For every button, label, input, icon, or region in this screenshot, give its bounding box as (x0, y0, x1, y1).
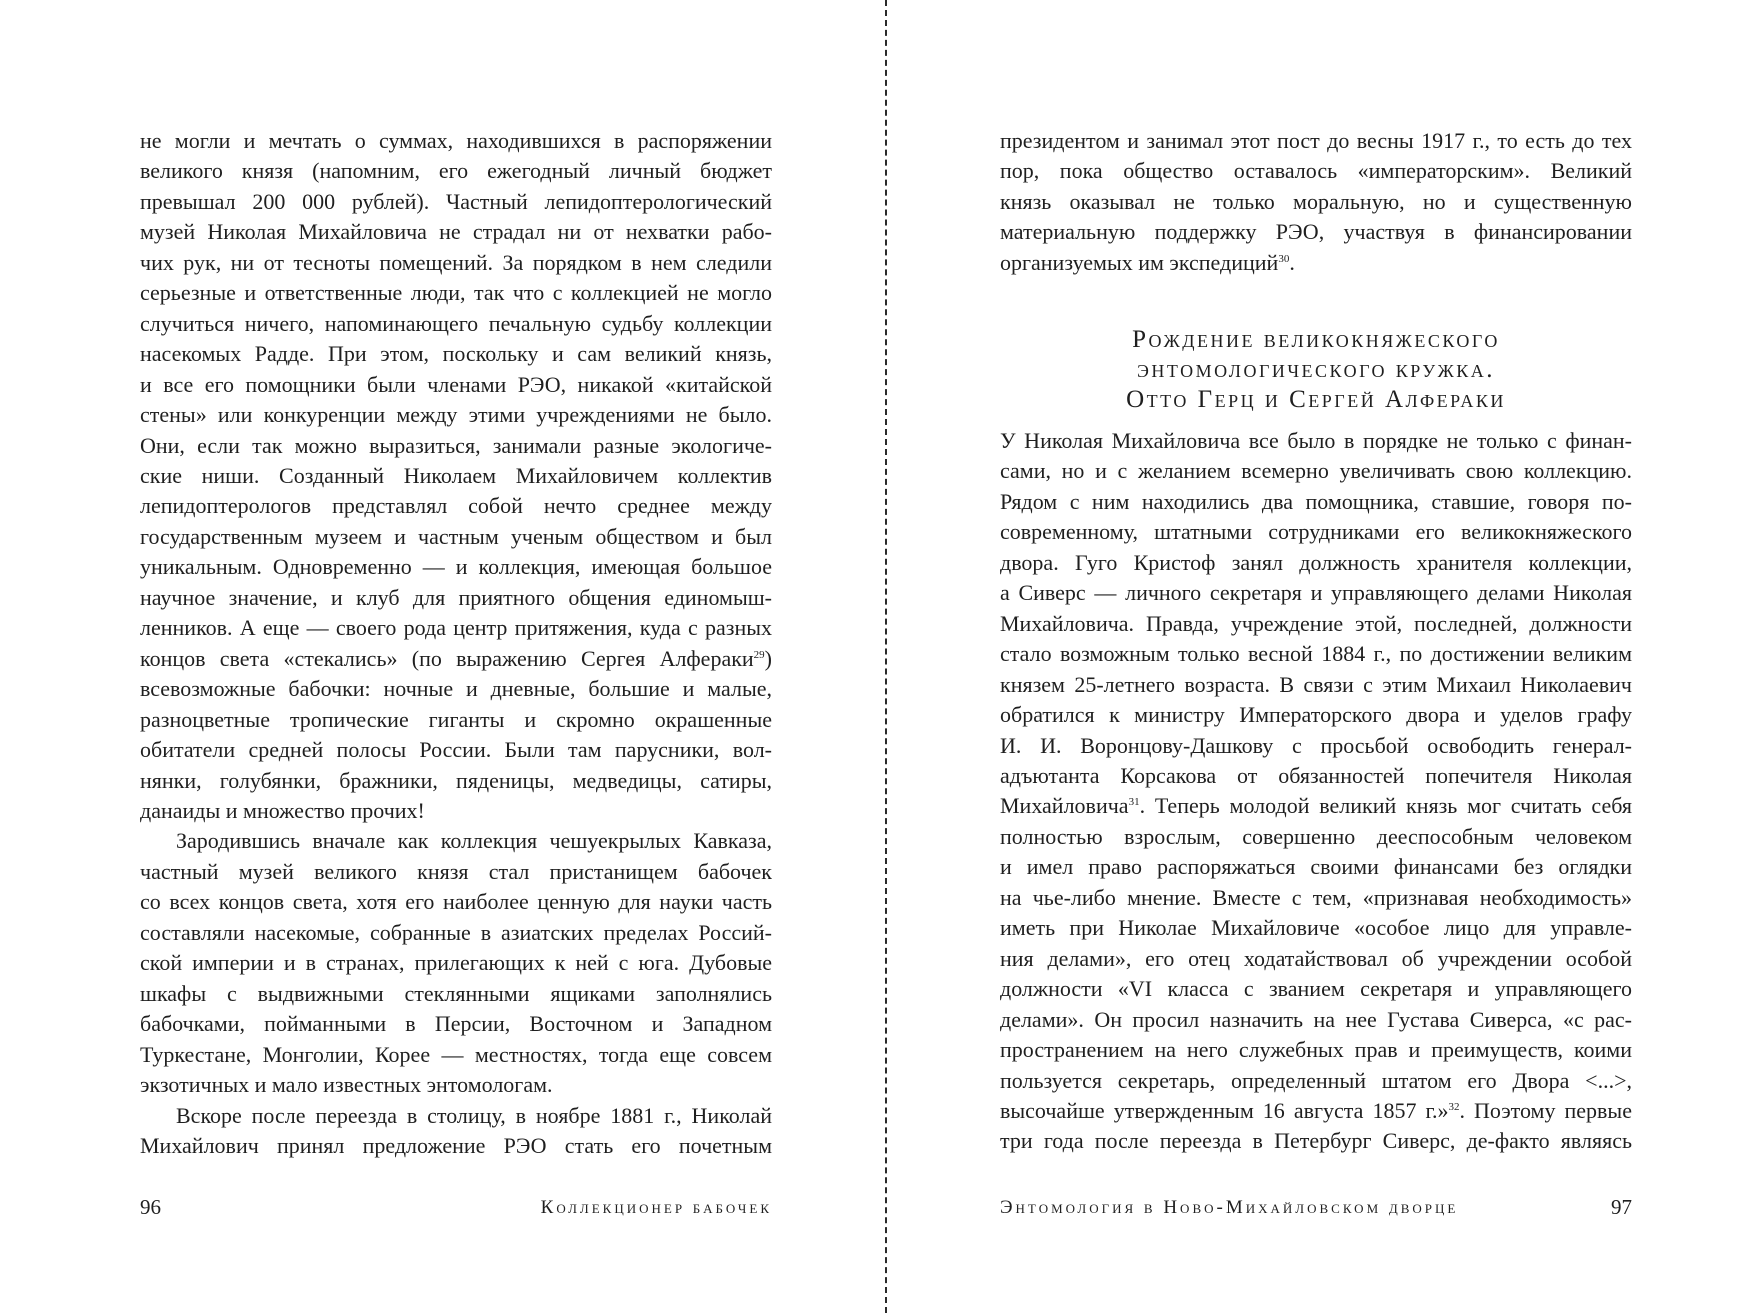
text-line: пользуется секретарь, определенный штатом его Двора <...>, (1000, 1067, 1632, 1093)
text-line: стало возможным только весной 1884 г., по достижении великим (1000, 641, 1632, 667)
text-segment: высочайше утвержденным 16 августа 1857 г.» (1000, 1097, 1449, 1123)
text-line (1000, 248, 1632, 278)
text-line (1000, 791, 1632, 821)
text-line: а Сиверс — личного секретаря и управляющего делами Николая (1000, 580, 1632, 606)
right-page-top-text (1000, 126, 1632, 278)
text-line: ния делами», его отец ходатайствовал об учреждении особой (1000, 945, 1632, 971)
text-segment: . Теперь молодой великий князь мог считать себя (1139, 793, 1632, 819)
text-line: князем 25-летнего возраста. В связи с этим Михаил Николаевич (1000, 671, 1632, 697)
text-line: адъютанта Корсакова от обязанностей попечителя Николая (1000, 762, 1632, 788)
text-line: разноцветные тропические гиганты и скромно окрашенные (140, 706, 772, 732)
text-line: двора. Гуго Кристоф занял должность хранителя коллекции, (1000, 549, 1632, 575)
text-line: должности «VI класса с званием секретаря и управляющего (1000, 976, 1632, 1002)
text-line: чих рук, ни от тесноты помещений. За порядком в нем следили (140, 249, 772, 275)
text-line: президентом и занимал этот пост до весны 1917 г., то есть до тех (1000, 128, 1632, 153)
text-segment: концов света «стекались» (по выражению Сергея Алфераки (140, 645, 754, 671)
right-page-footer (1000, 1195, 1632, 1225)
heading-line: энтомологического кружка. (1136, 356, 1496, 383)
text-line: бабочками, пойманными в Персии, Восточном и Западном (140, 1011, 772, 1037)
text-line: музей Николая Михайловича не страдал ни от нехватки рабо- (140, 219, 772, 245)
text-line: Михайловича. Правда, учреждение этой, последней, должности (1000, 610, 1632, 636)
text-line: И. И. Воронцову-Дашкову с просьбой освободить генерал- (1000, 732, 1632, 758)
text-segment: ) (764, 645, 772, 671)
left-page-footer (140, 1195, 772, 1225)
footnote-ref-30: 30 (1278, 252, 1290, 265)
text-line: экзотичных и мало известных энтомологам. (140, 1072, 553, 1098)
text-line: и имел право распоряжаться своими финансами без оглядки (1000, 854, 1632, 880)
text-segment: организуемых им экспедиций (1000, 249, 1279, 275)
text-line: частный музей великого князя стал пристанищем бабочек (140, 858, 772, 884)
text-line: полностью взрослым, совершенно дееспособным человеком (1000, 823, 1632, 849)
text-line: и все его помощники были членами РЭО, никакой «китайской (140, 371, 772, 397)
text-line: князь оказывал не только моральную, но и существенную (1000, 188, 1632, 214)
text-line (140, 644, 772, 674)
text-line: всевозможные бабочки: ночные и дневные, большие и малые, (140, 676, 772, 702)
text-line: три года после переезда в Петербург Сиверс, де-факто являясь (1000, 1128, 1632, 1154)
page-number: 96 (140, 1195, 161, 1219)
text-line: уникальным. Одновременно — и коллекция, имеющая большое (140, 554, 772, 580)
text-line: составляли насекомые, собранные в азиатских пределах Россий- (140, 919, 772, 945)
text-line: ские ниши. Созданный Николаем Михайловичем коллектив (140, 462, 772, 488)
text-line: научное значение, и клуб для приятного общения единомыш- (140, 584, 772, 610)
text-segment: Михайловича (1000, 793, 1129, 819)
text-segment: . (1289, 249, 1295, 275)
text-line: У Николая Михайловича все было в порядке не только с финан- (1000, 428, 1632, 453)
section-heading (1000, 325, 1632, 415)
footnote-ref-29: 29 (753, 648, 765, 661)
text-line (1000, 1096, 1632, 1126)
page-number: 97 (1611, 1195, 1632, 1219)
left-page (140, 0, 772, 1313)
footnote-ref-32: 32 (1448, 1100, 1460, 1113)
right-page-text (1000, 426, 1632, 1157)
text-line: обитатели средней полосы России. Были там парусники, вол- (140, 737, 772, 763)
text-line: насекомых Радде. При этом, поскольку и сам великий князь, (140, 341, 772, 367)
text-line: государственным музеем и частным ученым обществом и был (140, 523, 772, 549)
text-line: стены» или конкуренции между этими учреждениями не было. (140, 402, 772, 428)
text-line: материальную поддержку РЭО, участвуя в финансировании (1000, 219, 1632, 245)
running-head: Энтомология в Ново-Михайловском дворце (1000, 1197, 1459, 1218)
text-line: великого князя (напомним, его ежегодный личный бюджет (140, 158, 772, 184)
text-line: нянки, голубянки, бражники, пяденицы, медведицы, сатиры, (140, 767, 772, 793)
text-line: делами». Он просил назначить на нее Густава Сиверса, «с рас- (1000, 1006, 1632, 1032)
text-line: лепидоптерологов представлял собой нечто среднее между (140, 493, 772, 519)
text-line: иметь при Николае Михайловиче «особое лицо для управле- (1000, 915, 1632, 941)
text-line: Зародившись вначале как коллекция чешуекрылых Кавказа, (176, 828, 772, 854)
text-line: серьезные и ответственные люди, так что с коллекцией не могло (140, 280, 772, 306)
right-page (1000, 0, 1632, 1313)
text-line: данаиды и множество прочих! (140, 797, 425, 823)
gutter-fold-line (885, 0, 887, 1313)
footnote-ref-31: 31 (1128, 796, 1140, 809)
text-line: сами, но и с желанием всемерно увеличивать свою коллекцию. (1000, 458, 1632, 484)
text-line: Они, если так можно выразиться, занимали разные экологиче- (140, 432, 772, 458)
text-line: Туркестане, Монголии, Корее — местностях, тогда еще совсем (140, 1041, 772, 1067)
text-line: шкафы с выдвижными стеклянными ящиками заполнялись (140, 980, 772, 1006)
text-line: ленников. А еще — своего рода центр притяжения, куда с разных (140, 615, 772, 641)
text-line: обратился к министру Императорского двора и уделов графу (1000, 702, 1632, 728)
text-line: Рядом с ним находились два помощника, ставшие, говоря по- (1000, 488, 1632, 514)
text-segment: . Поэтому первые (1459, 1097, 1632, 1123)
text-line: не могли и мечтать о суммах, находившихся в распоряжении (140, 128, 772, 153)
heading-line: Отто Герц и Сергей Алфераки (1126, 386, 1506, 413)
text-line: ской империи и в странах, прилегающих к ней с юга. Дубовые (140, 950, 772, 976)
text-line: современному, штатными сотрудниками его великокняжеского (1000, 519, 1632, 545)
text-line: случиться ничего, напоминающего печальную судьбу коллекции (140, 310, 772, 336)
running-head: Коллекционер бабочек (540, 1197, 772, 1218)
text-line: пор, пока общество оставалось «императорским». Великий (1000, 158, 1632, 184)
text-line: Михайлович принял предложение РЭО стать его почетным (140, 1132, 772, 1158)
text-line: со всех концов света, хотя его наиболее ценную для науки часть (140, 889, 772, 915)
heading-line: Рождение великокняжеского (1132, 326, 1500, 353)
left-page-text (140, 126, 772, 1161)
text-line: превышал 200 000 рублей). Частный лепидоптерологический (140, 188, 772, 214)
text-line: пространением на него служебных прав и преимуществ, коими (1000, 1037, 1632, 1063)
text-line: на чье-либо мнение. Вместе с тем, «признавая необходимость» (1000, 884, 1632, 910)
text-line: Вскоре после переезда в столицу, в ноябре 1881 г., Николай (176, 1102, 772, 1128)
